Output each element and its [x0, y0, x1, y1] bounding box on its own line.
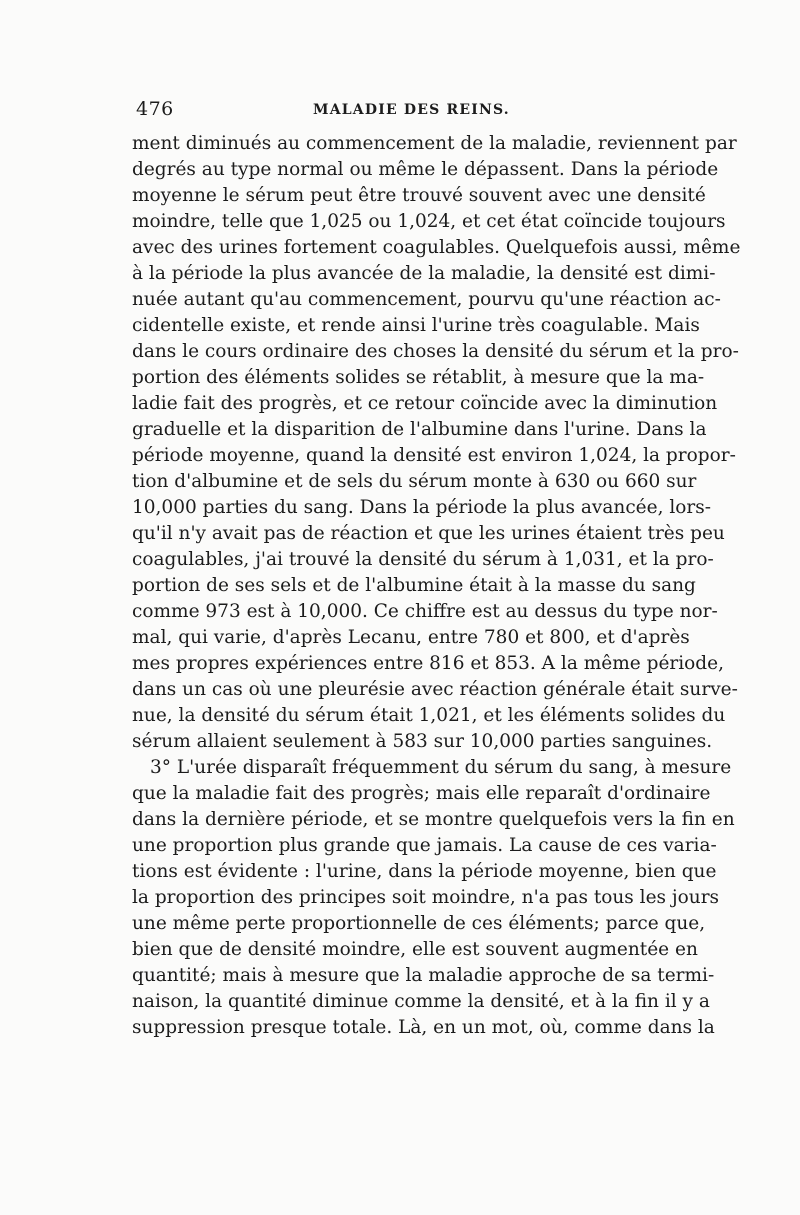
text-line: quantité; mais à mesure que la maladie approche de sa termi- — [132, 965, 715, 986]
text-line: avec des urines fortement coagulables. Quelquefois aussi, même — [132, 237, 741, 258]
text-line: nuée autant qu'au commencement, pourvu qu'une réaction ac- — [132, 289, 721, 310]
body-text — [132, 131, 741, 1041]
text-line: dans la dernière période, et se montre quelquefois vers la fin en — [132, 809, 735, 830]
paragraph-end-line: sérum allaient seulement à 583 sur 10,000 parties sanguines. — [132, 731, 713, 752]
text-line: tions est évidente : l'urine, dans la période moyenne, bien que — [132, 861, 717, 882]
paragraph-start-line: 3° L'urée disparaît fréquemment du sérum du sang, à mesure — [150, 757, 732, 778]
text-line: bien que de densité moindre, elle est souvent augmentée en — [132, 939, 698, 960]
text-line: portion de ses sels et de l'albumine était à la masse du sang — [132, 575, 696, 596]
text-line: portion des éléments solides se rétablit, à mesure que la ma- — [132, 367, 705, 388]
text-line: à la période la plus avancée de la maladie, la densité est dimi- — [132, 263, 716, 284]
text-line: dans un cas où une pleurésie avec réaction générale était surve- — [132, 679, 738, 700]
text-line: naison, la quantité diminue comme la densité, et à la fin il y a — [132, 991, 710, 1012]
text-line: période moyenne, quand la densité est environ 1,024, la propor- — [132, 445, 736, 466]
text-line: nue, la densité du sérum était 1,021, et les éléments solides du — [132, 705, 726, 726]
text-line: que la maladie fait des progrès; mais elle reparaît d'ordinaire — [132, 783, 711, 804]
text-line: graduelle et la disparition de l'albumine dans l'urine. Dans la — [132, 419, 707, 440]
text-line: mal, qui varie, d'après Lecanu, entre 780 et 800, et d'après — [132, 627, 690, 648]
text-line: cidentelle existe, et rende ainsi l'urine très coagulable. Mais — [132, 315, 700, 336]
text-line: 10,000 parties du sang. Dans la période la plus avancée, lors- — [132, 497, 711, 518]
text-line: degrés au type normal ou même le dépassent. Dans la période — [132, 159, 719, 180]
text-line: moyenne le sérum peut être trouvé souvent avec une densité — [132, 185, 706, 206]
page-number: 476 — [136, 98, 174, 120]
text-line: mes propres expériences entre 816 et 853. A la même période, — [132, 653, 724, 674]
running-header — [136, 98, 672, 124]
running-title: MALADIE DES REINS. — [313, 102, 510, 118]
text-line: comme 973 est à 10,000. Ce chiffre est au dessus du type nor- — [132, 601, 718, 622]
text-line: la proportion des principes soit moindre, n'a pas tous les jours — [132, 887, 720, 908]
text-line: suppression presque totale. Là, en un mot, où, comme dans la — [132, 1017, 715, 1038]
text-line: dans le cours ordinaire des choses la densité du sérum et la pro- — [132, 341, 739, 362]
text-line: coagulables, j'ai trouvé la densité du sérum à 1,031, et la pro- — [132, 549, 714, 570]
text-line: ment diminués au commencement de la maladie, reviennent par — [132, 133, 737, 154]
text-line: moindre, telle que 1,025 ou 1,024, et cet état coïncide toujours — [132, 211, 726, 232]
text-line: qu'il n'y avait pas de réaction et que les urines étaient très peu — [132, 523, 725, 544]
text-line: une proportion plus grande que jamais. La cause de ces varia- — [132, 835, 717, 856]
text-line: ladie fait des progrès, et ce retour coïncide avec la diminution — [132, 393, 718, 414]
text-line: une même perte proportionnelle de ces éléments; parce que, — [132, 913, 706, 934]
text-line: tion d'albumine et de sels du sérum monte à 630 ou 660 sur — [132, 471, 697, 492]
